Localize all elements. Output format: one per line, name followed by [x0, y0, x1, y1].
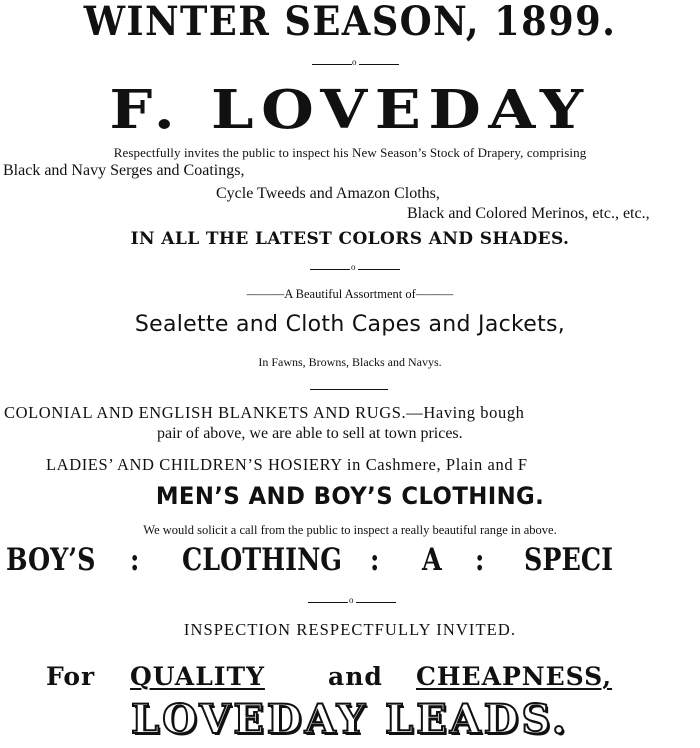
banner-separator: : [475, 542, 485, 578]
banner-separator: : [370, 542, 380, 578]
divider-rule [310, 269, 350, 270]
blankets-line-2: pair of above, we are able to sell at town prices. [157, 425, 463, 442]
goods-line-1: Black and Navy Serges and Coatings, [3, 162, 245, 179]
banner-word: BOY’S [6, 542, 96, 578]
banner-word: SPECI [524, 542, 613, 578]
colors-heading: IN ALL THE LATEST COLORS AND SHADES. [130, 229, 570, 249]
goods-line-3: Black and Colored Merinos, etc., etc., [407, 205, 650, 222]
divider-ornament: o [349, 595, 354, 605]
banner-word: CLOTHING [182, 542, 343, 578]
goods-line-2: Cycle Tweeds and Amazon Cloths, [216, 185, 440, 202]
divider-rule [359, 64, 399, 65]
solicit-text: We would solicit a call from the public to inspect a really beautiful range in above. [143, 523, 557, 537]
slogan-cheapness: CHEAPNESS, [416, 662, 613, 691]
shades-text: In Fawns, Browns, Blacks and Navys. [258, 355, 442, 369]
slogan-word: For [46, 662, 96, 691]
divider-ornament: o [351, 262, 356, 272]
slogan-line [0, 664, 700, 696]
hosiery-text: LADIES’ AND CHILDREN’S HOSIERY in Cashmere, Plain and F [46, 455, 528, 474]
tagline: LOVEDAY LEADS. [131, 696, 569, 743]
assortment-text: ———A Beautiful Assortment of——— [246, 287, 454, 301]
headline: WINTER SEASON, 1899. [83, 0, 617, 45]
divider-rule [312, 64, 352, 65]
mens-clothing-heading: MEN’S AND BOY’S CLOTHING. [155, 482, 545, 510]
blankets-line-1: COLONIAL AND ENGLISH BLANKETS AND RUGS.—Having bough [4, 403, 525, 422]
banner-separator: : [130, 542, 140, 578]
divider-rule [358, 269, 400, 270]
merchant-name: F. LOVEDAY [109, 78, 591, 142]
banner-word: A [422, 542, 442, 578]
divider-rule [308, 602, 348, 603]
capes-heading: Sealette and Cloth Capes and Jackets, [134, 312, 566, 337]
divider-ornament: o [352, 57, 357, 67]
boys-clothing-banner [0, 542, 700, 581]
divider-rule [310, 389, 388, 390]
invitation-text: Respectfully invites the public to inspect his New Season’s Stock of Drapery, comprising [113, 145, 587, 160]
slogan-quality: QUALITY [130, 662, 265, 691]
divider-rule [356, 602, 396, 603]
slogan-word: and [328, 662, 383, 691]
inspection-text: INSPECTION RESPECTFULLY INVITED. [183, 620, 517, 639]
